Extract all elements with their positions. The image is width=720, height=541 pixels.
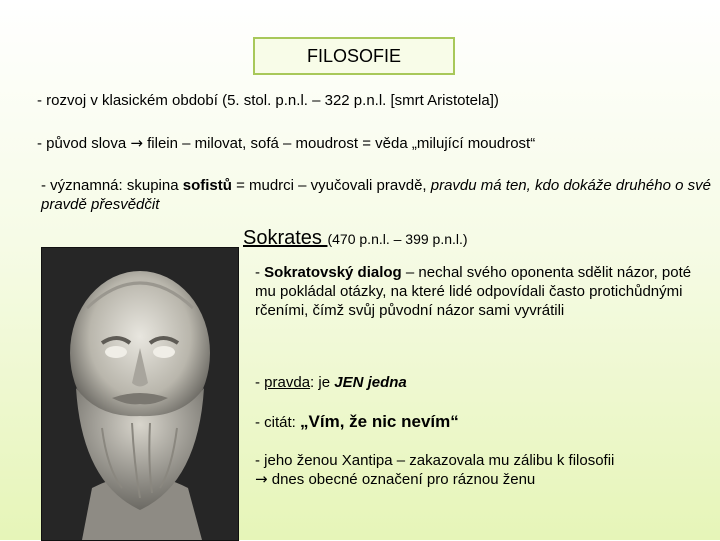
sokrates-name: Sokrates: [243, 227, 328, 249]
point-xantipa-text: - jeho ženou Xantipa – zakazovala mu zálibu k filosofii: [255, 452, 615, 469]
line-origin-rest: filein – milovat, sofá – moudrost = věda „milující moudrost“: [142, 135, 536, 152]
sophists-middle: = mudrci – vyučovali pravdě,: [231, 177, 431, 194]
arrow-right-icon: →: [130, 134, 143, 152]
socrates-bust-icon: [42, 248, 238, 540]
point-dialog-rest: – nechal svého oponenta sdělit názor, poté mu pokládal otázky, na které lidé odpovídali často protichůdnými rčeními, čímž svůj původní názor sami vyvrátili: [255, 264, 692, 319]
sokrates-heading: [243, 227, 468, 250]
point-truth-prefix: -: [255, 374, 265, 391]
line-period: - rozvoj v klasickém období (5. stol. p.n.l. – 322 p.n.l. [smrt Aristotela]): [37, 92, 499, 109]
sophists-bold: sofistů: [182, 177, 232, 194]
title-box: [253, 37, 455, 75]
sokrates-dates: (470 p.n.l. – 399 p.n.l.): [327, 231, 468, 247]
point-truth-emph: JEN jedna: [334, 374, 407, 391]
point-dialog-prefix: -: [255, 264, 265, 281]
point-truth-middle: : je: [310, 374, 335, 391]
point-xantipa-line2: [255, 470, 710, 489]
point-quote-prefix: - citát:: [255, 414, 301, 431]
page-title: FILOSOFIE: [306, 45, 402, 66]
sophists-italic: pravdu má ten, kdo dokáže druhého o své pravdě přesvědčit: [41, 177, 711, 213]
point-truth: [255, 373, 710, 392]
point-truth-underline: pravda: [264, 374, 311, 391]
point-quote-text: „Vím, že nic nevím“: [300, 412, 459, 431]
point-quote: [255, 412, 710, 432]
point-dialog: [255, 263, 710, 320]
line-sophists: [41, 176, 711, 214]
line-origin-prefix: - původ slova: [37, 135, 131, 152]
line-origin: [37, 134, 535, 153]
point-xantipa: [255, 451, 710, 489]
point-xantipa-rest: dnes obecné označení pro ráznou ženu: [267, 471, 536, 488]
point-dialog-bold: Sokratovský dialog: [264, 264, 402, 281]
sophists-prefix: - významná: skupina: [41, 177, 183, 194]
arrow-right-icon: →: [255, 470, 268, 488]
socrates-bust-image: [41, 247, 239, 541]
